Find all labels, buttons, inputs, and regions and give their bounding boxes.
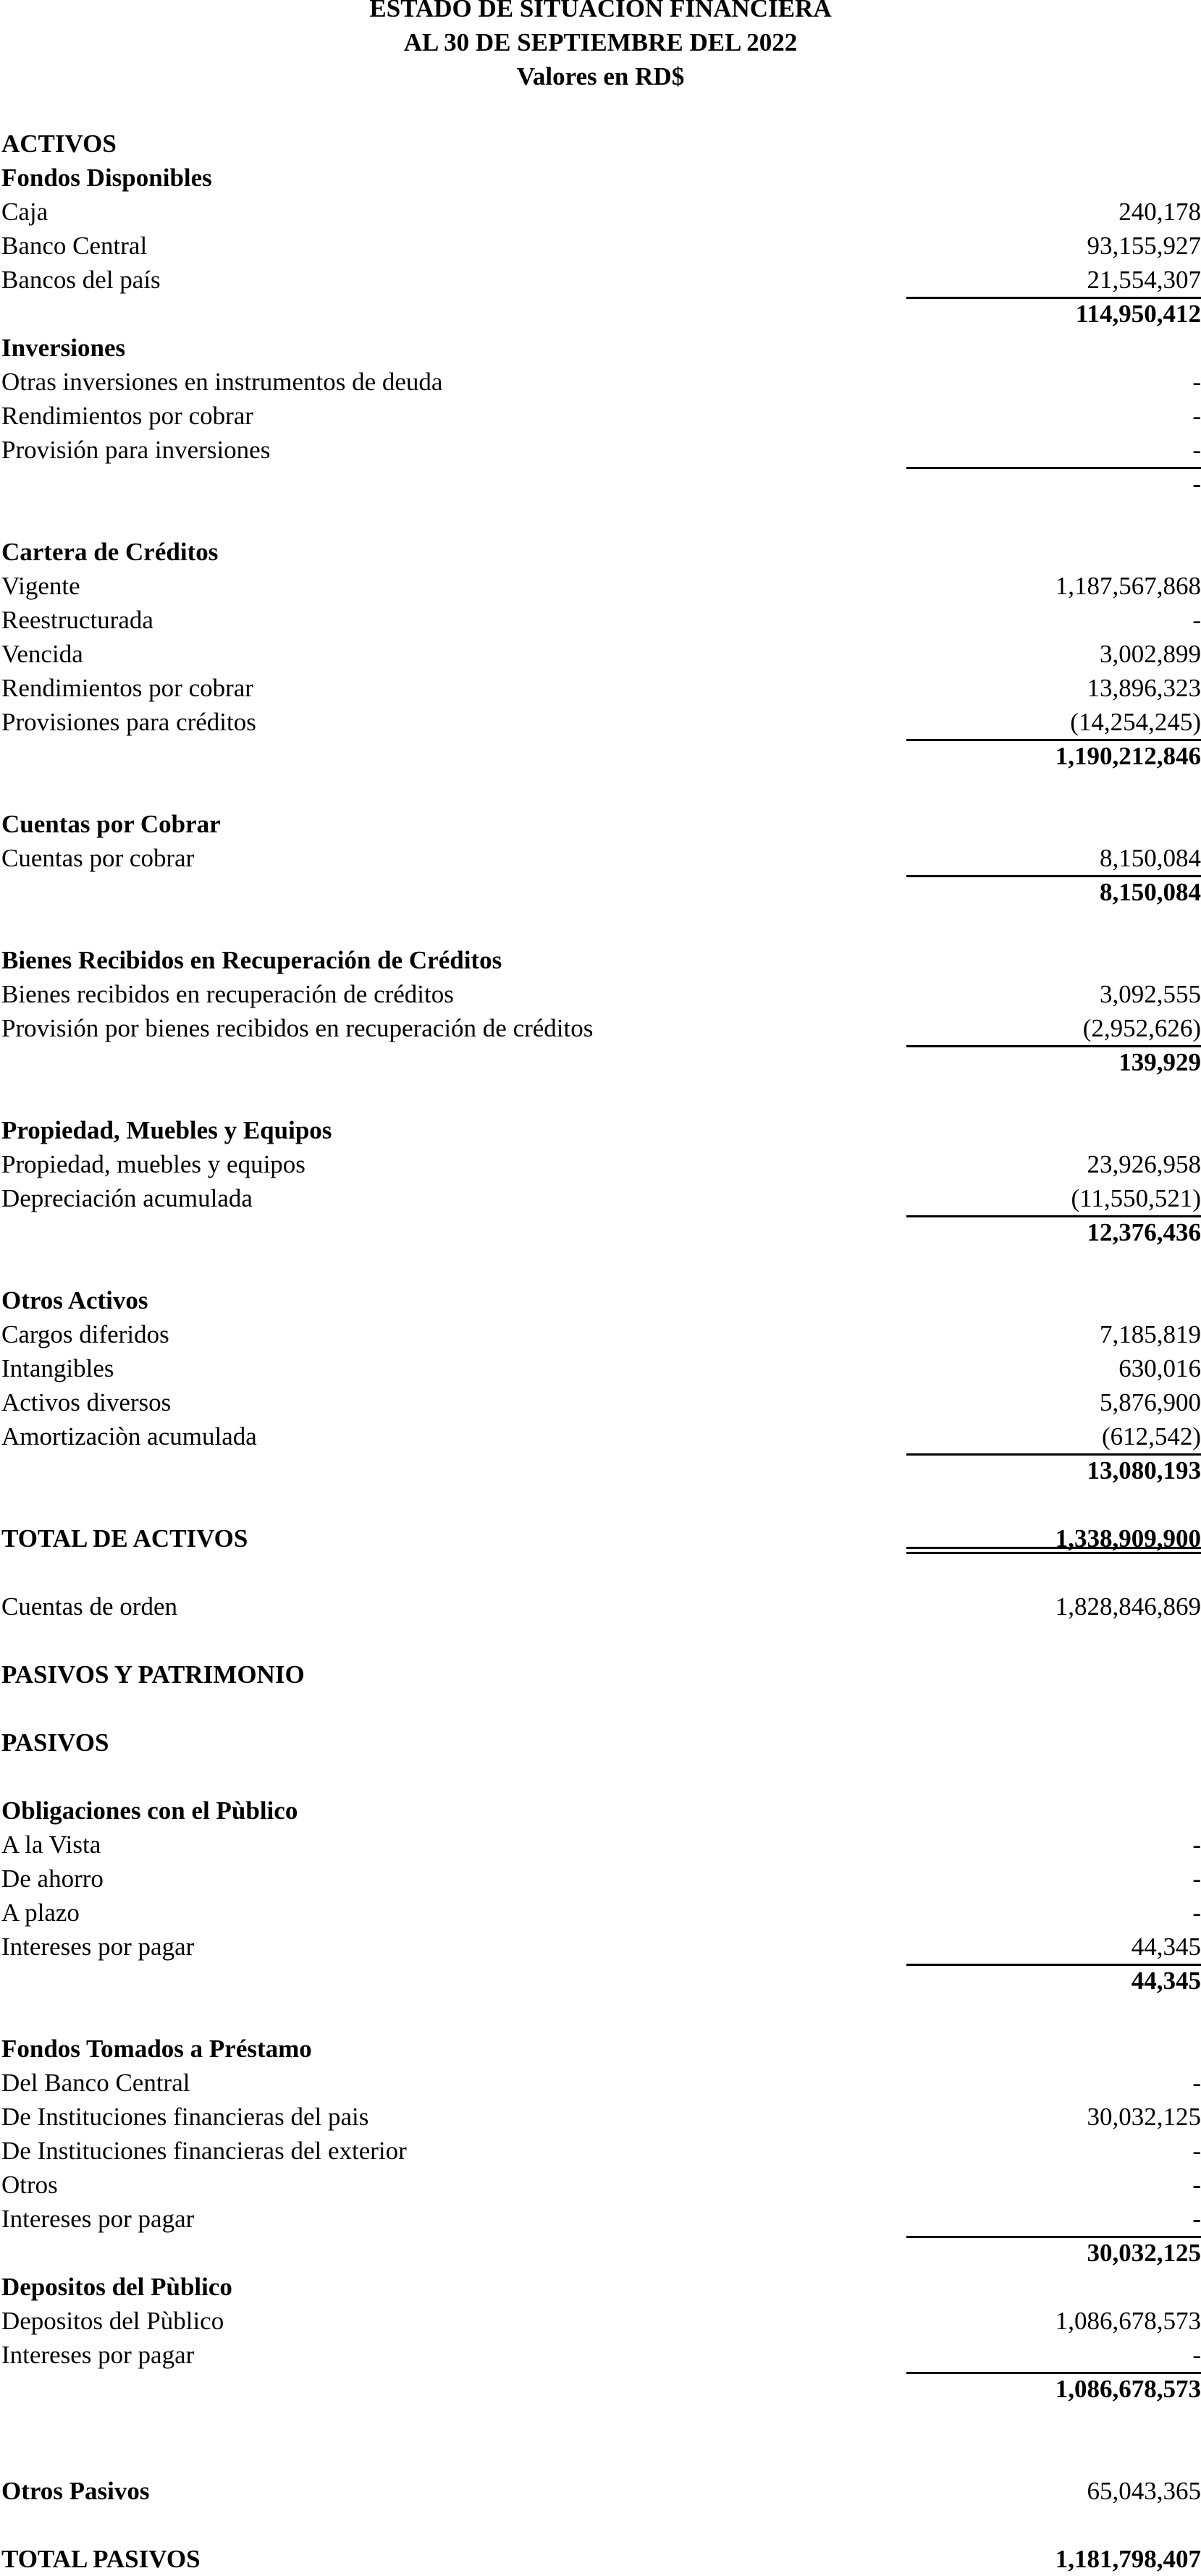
row-label: Vigente xyxy=(1,572,80,600)
statement-row xyxy=(0,1726,1201,1760)
row-label: Obligaciones con el Pùblico xyxy=(1,1796,298,1825)
row-label: Provisión para inversiones xyxy=(1,436,271,464)
row-value: 93,155,927 xyxy=(1087,232,1201,260)
statement-row xyxy=(0,2406,1201,2440)
row-label: Bienes Recibidos en Recuperación de Créditos xyxy=(1,946,502,974)
statement-row xyxy=(0,161,1201,195)
row-value: 3,002,899 xyxy=(1100,640,1201,668)
statement-row xyxy=(0,263,1201,297)
row-value: 139,929 xyxy=(1118,1048,1201,1076)
row-value: 240,178 xyxy=(1118,198,1201,226)
row-value: 44,345 xyxy=(1131,1933,1201,1961)
row-label: Intangibles xyxy=(1,1354,114,1382)
statement-row xyxy=(0,2202,1201,2236)
statement-row xyxy=(0,1623,1201,1657)
statement-row xyxy=(0,365,1201,399)
row-value: 8,150,084 xyxy=(1100,844,1201,872)
row-value: (11,550,521) xyxy=(1071,1184,1201,1212)
row-label: Intereses por pagar xyxy=(1,2341,195,2369)
statement-row xyxy=(0,943,1201,977)
row-label: Inversiones xyxy=(1,334,126,362)
statement-row xyxy=(0,909,1201,943)
statement-row xyxy=(0,1794,1201,1828)
row-label: De Instituciones financieras del pais xyxy=(1,2103,369,2131)
statement-row xyxy=(0,637,1201,671)
statement-row xyxy=(0,2304,1201,2338)
row-label: Provisión por bienes recibidos en recuperación de créditos xyxy=(1,1014,594,1042)
row-label: Caja xyxy=(1,198,49,226)
statement-row xyxy=(0,603,1201,637)
statement-row xyxy=(0,1692,1201,1726)
row-label: Depositos del Pùblico xyxy=(1,2273,232,2301)
statement-row xyxy=(0,1487,1201,1521)
row-label: ACTIVOS xyxy=(1,130,117,158)
row-label: Del Banco Central xyxy=(1,2069,190,2097)
row-label: Otros Activos xyxy=(1,1286,148,1314)
row-value: - xyxy=(1192,1830,1201,1859)
row-label: Banco Central xyxy=(1,232,148,260)
subtotal-row xyxy=(0,2372,1201,2406)
statement-row xyxy=(0,195,1201,229)
row-value: - xyxy=(1192,402,1201,430)
statement-row xyxy=(0,1283,1201,1317)
statement-row xyxy=(0,1317,1201,1351)
statement-row xyxy=(0,773,1201,807)
row-value: 1,086,678,573 xyxy=(1055,2375,1201,2403)
subtotal-row xyxy=(0,1964,1201,1998)
row-value: 3,092,555 xyxy=(1100,980,1201,1008)
row-label: Provisiones para créditos xyxy=(1,708,256,736)
statement-row xyxy=(0,2542,1201,2576)
statement-row xyxy=(0,433,1201,467)
statement-row xyxy=(0,1828,1201,1862)
statement-row xyxy=(0,127,1201,161)
row-value: - xyxy=(1192,368,1201,396)
row-value: (14,254,245) xyxy=(1070,708,1201,736)
row-label: Cargos diferidos xyxy=(1,1320,169,1348)
row-label: De Instituciones financieras del exterior xyxy=(1,2137,407,2165)
statement-row xyxy=(0,229,1201,263)
statement-row xyxy=(0,705,1201,739)
row-label: Cuentas de orden xyxy=(1,1592,177,1621)
row-value: - xyxy=(1192,1899,1201,1927)
row-value: 65,043,365 xyxy=(1087,2477,1201,2505)
row-label: Depositos del Pùblico xyxy=(1,2307,224,2335)
row-label: Rendimientos por cobrar xyxy=(1,402,253,430)
statement-row xyxy=(0,331,1201,365)
row-value: (2,952,626) xyxy=(1082,1014,1201,1042)
row-label: PASIVOS xyxy=(1,1728,109,1757)
subtotal-row xyxy=(0,1045,1201,1079)
subtotal-row xyxy=(0,297,1201,331)
row-label: Otros xyxy=(1,2171,58,2199)
row-label: Fondos Disponibles xyxy=(1,164,212,192)
statement-row xyxy=(0,569,1201,603)
statement-row xyxy=(0,2270,1201,2304)
statement-currency: Valores en RD$ xyxy=(516,62,685,90)
row-label: PASIVOS Y PATRIMONIO xyxy=(1,1660,305,1689)
subtotal-row xyxy=(0,467,1201,501)
statement-row xyxy=(0,399,1201,433)
row-label: Fondos Tomados a Préstamo xyxy=(1,2035,312,2063)
statement-row xyxy=(0,1011,1201,1045)
statement-row xyxy=(0,1930,1201,1964)
statement-row xyxy=(0,1760,1201,1794)
row-value: 1,086,678,573 xyxy=(1055,2307,1201,2335)
subtotal-row xyxy=(0,875,1201,909)
row-value: - xyxy=(1192,436,1201,464)
statement-row xyxy=(0,1862,1201,1896)
row-value: - xyxy=(1192,2137,1201,2165)
row-label: Otros Pasivos xyxy=(1,2477,150,2505)
statement-row xyxy=(0,1657,1201,1692)
statement-row xyxy=(0,2508,1201,2542)
row-value: - xyxy=(1192,2069,1201,2097)
row-value: 1,190,212,846 xyxy=(1055,742,1201,770)
row-label: Bienes recibidos en recuperación de créditos xyxy=(1,980,454,1008)
statement-title: ESTADO DE SITUACION FINANCIERA xyxy=(369,0,832,22)
row-label: Reestructurada xyxy=(1,606,153,634)
row-label: De ahorro xyxy=(1,1865,104,1893)
statement-row xyxy=(0,1079,1201,1113)
subtotal-row xyxy=(0,1215,1201,1249)
statement-row xyxy=(0,977,1201,1011)
row-value: (612,542) xyxy=(1101,1422,1201,1450)
statement-row xyxy=(0,1896,1201,1930)
row-value: - xyxy=(1192,1865,1201,1893)
statement-row xyxy=(0,2474,1201,2508)
row-label: Bancos del país xyxy=(1,266,161,294)
statement-row xyxy=(0,2168,1201,2202)
subtotal-row xyxy=(0,739,1201,773)
statement-row xyxy=(0,2100,1201,2134)
row-label: Amortizaciòn acumulada xyxy=(1,1422,257,1450)
row-label: Cuentas por cobrar xyxy=(1,844,195,872)
row-label: TOTAL DE ACTIVOS xyxy=(1,1524,248,1553)
row-label: Intereses por pagar xyxy=(1,1933,195,1961)
statement-row xyxy=(0,1419,1201,1453)
statement-row xyxy=(0,501,1201,535)
statement-row xyxy=(0,535,1201,569)
row-value: - xyxy=(1192,2205,1201,2233)
row-value: 23,926,958 xyxy=(1087,1150,1201,1178)
statement-row xyxy=(0,841,1201,875)
statement-row xyxy=(0,1249,1201,1283)
statement-row xyxy=(0,2440,1201,2474)
row-value: 21,554,307 xyxy=(1087,266,1201,294)
row-value: 5,876,900 xyxy=(1100,1388,1201,1416)
row-label: Rendimientos por cobrar xyxy=(1,674,253,702)
row-value: - xyxy=(1192,2171,1201,2199)
row-label: Activos diversos xyxy=(1,1388,172,1416)
row-value: 13,896,323 xyxy=(1087,674,1201,702)
row-label: A la Vista xyxy=(1,1830,101,1859)
statement-row xyxy=(0,2032,1201,2066)
row-label: Depreciación acumulada xyxy=(1,1184,253,1212)
row-label: Intereses por pagar xyxy=(1,2205,195,2233)
row-value: - xyxy=(1192,2341,1201,2369)
statement-row xyxy=(0,1385,1201,1419)
row-label: A plazo xyxy=(1,1899,80,1927)
statement-date: AL 30 DE SEPTIEMBRE DEL 2022 xyxy=(403,28,798,56)
statement-row xyxy=(0,671,1201,705)
row-value: 1,181,798,407 xyxy=(1055,2545,1201,2573)
row-label: TOTAL PASIVOS xyxy=(1,2545,201,2573)
statement-row xyxy=(0,1181,1201,1215)
row-label: Vencida xyxy=(1,640,83,668)
statement-row xyxy=(0,1589,1201,1623)
row-value: - xyxy=(1192,470,1201,498)
row-value: 630,016 xyxy=(1118,1354,1201,1382)
statement-row xyxy=(0,2134,1201,2168)
row-value: 1,187,567,868 xyxy=(1055,572,1201,600)
row-value: 30,032,125 xyxy=(1087,2239,1201,2267)
row-value: 114,950,412 xyxy=(1075,300,1201,328)
row-label: Cartera de Créditos xyxy=(1,538,219,566)
statement-row xyxy=(0,1351,1201,1385)
total-row xyxy=(0,1521,1201,1555)
row-value: 13,080,193 xyxy=(1087,1456,1201,1485)
row-value: 1,338,909,900 xyxy=(1055,1524,1201,1553)
statement-row xyxy=(0,2338,1201,2372)
row-label: Otras inversiones en instrumentos de deuda xyxy=(1,368,443,396)
statement-row xyxy=(0,1998,1201,2032)
row-value: 7,185,819 xyxy=(1100,1320,1201,1348)
statement-row xyxy=(0,2066,1201,2100)
statement-row xyxy=(0,1555,1201,1589)
row-label: Cuentas por Cobrar xyxy=(1,810,221,838)
subtotal-row xyxy=(0,1453,1201,1487)
row-value: 44,345 xyxy=(1131,1967,1201,1995)
row-value: 12,376,436 xyxy=(1087,1218,1201,1246)
row-value: 8,150,084 xyxy=(1100,878,1201,906)
statement-row xyxy=(0,1113,1201,1147)
row-value: - xyxy=(1192,606,1201,634)
statement-row xyxy=(0,1147,1201,1181)
row-label: Propiedad, muebles y equipos xyxy=(1,1150,305,1178)
row-label: Propiedad, Muebles y Equipos xyxy=(1,1116,332,1144)
subtotal-row xyxy=(0,2236,1201,2270)
statement-row xyxy=(0,807,1201,841)
row-value: 30,032,125 xyxy=(1087,2103,1201,2131)
row-value: 1,828,846,869 xyxy=(1055,1592,1201,1621)
